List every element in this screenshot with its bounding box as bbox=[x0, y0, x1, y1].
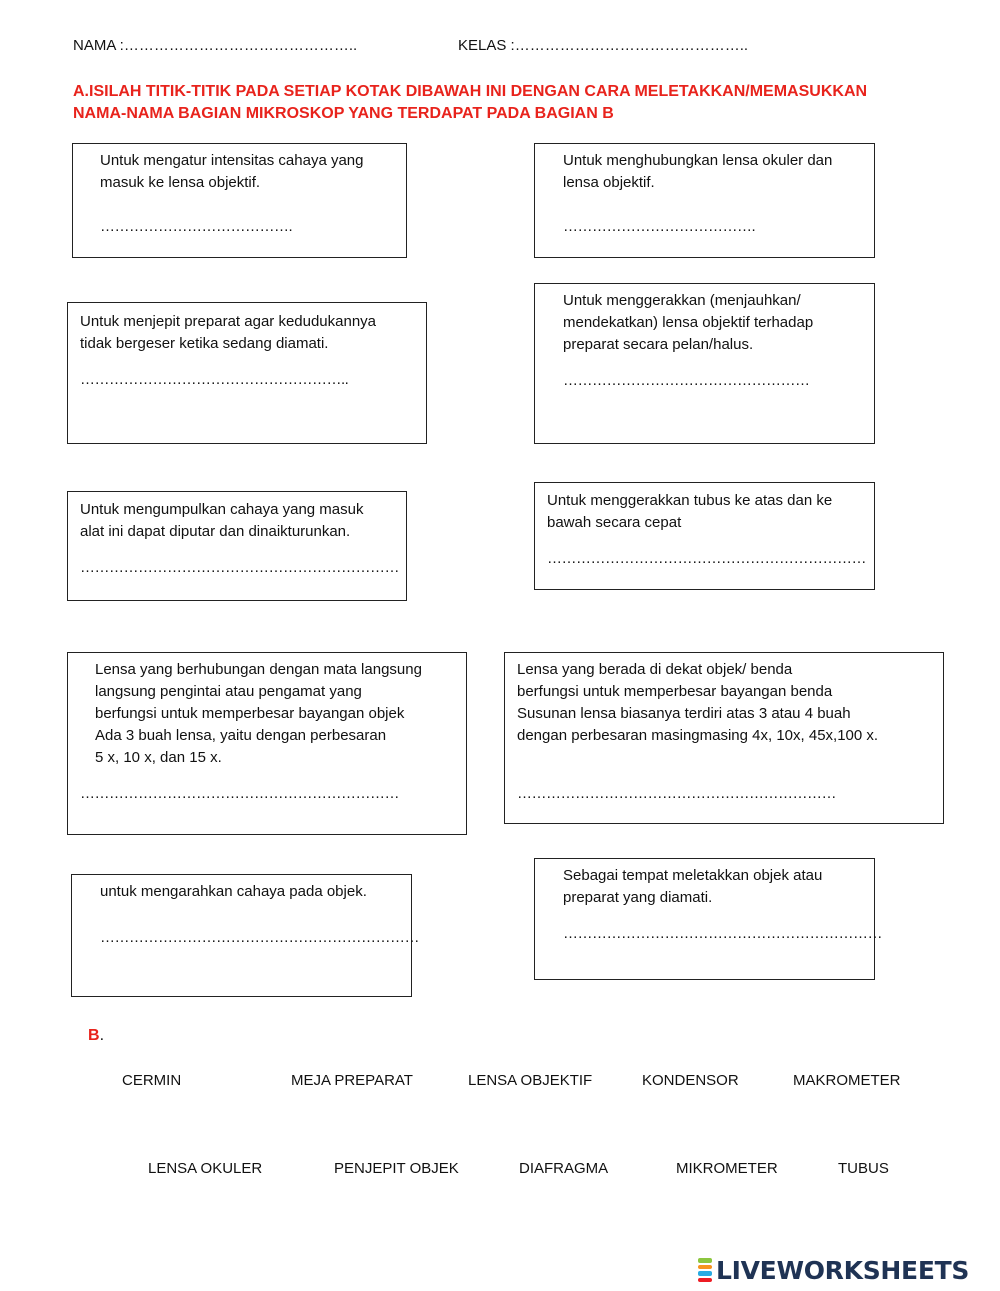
box-text-line: preparat secara pelan/halus. bbox=[563, 336, 754, 353]
answer-blank[interactable]: ………………………………………………………… bbox=[80, 559, 399, 576]
logo-text: LIVEWORKSHEETS bbox=[716, 1255, 970, 1285]
name-field-label: NAMA :……………………………………….. bbox=[73, 37, 358, 54]
box-text-line: Untuk menggerakkan tubus ke atas dan ke bbox=[547, 492, 833, 509]
box-text-line: alat ini dapat diputar dan dinaikturunkan. bbox=[80, 523, 351, 540]
box-text-line: dengan perbesaran masingmasing 4x, 10x, 45x,100 x. bbox=[517, 727, 879, 744]
option-kondensor[interactable]: KONDENSOR bbox=[642, 1072, 739, 1089]
question-box-5 bbox=[67, 491, 407, 601]
option-mikrometer[interactable]: MIKROMETER bbox=[676, 1160, 778, 1177]
box-text-line: Untuk mengumpulkan cahaya yang masuk bbox=[80, 501, 364, 518]
box-text-line: masuk ke lensa objektif. bbox=[100, 174, 261, 191]
question-box-9 bbox=[71, 874, 419, 997]
question-box-2 bbox=[534, 143, 875, 258]
instruction-line-1: A.ISILAH TITIK-TITIK PADA SETIAP KOTAK DIBAWAH INI DENGAN CARA MELETAKKAN/MEMASUKKAN bbox=[73, 83, 868, 100]
section-b-label bbox=[88, 1027, 104, 1045]
option-meja-preparat[interactable]: MEJA PREPARAT bbox=[291, 1072, 413, 1089]
box-text-line: Lensa yang berhubungan dengan mata langsung bbox=[95, 661, 422, 678]
answer-blank[interactable]: ………………………………………………………… bbox=[517, 785, 836, 802]
box-text-line: preparat yang diamati. bbox=[563, 889, 713, 906]
option-lensa-okuler[interactable]: LENSA OKULER bbox=[148, 1160, 263, 1177]
box-text-line: berfungsi untuk memperbesar bayangan objek bbox=[95, 705, 405, 722]
option-tubus[interactable]: TUBUS bbox=[838, 1160, 889, 1177]
option-makrometer[interactable]: MAKROMETER bbox=[793, 1072, 901, 1089]
answer-blank[interactable]: ……………………………………………….. bbox=[80, 371, 349, 388]
question-box-4 bbox=[534, 283, 875, 444]
answer-blank[interactable]: ………………………………………………………… bbox=[547, 550, 866, 567]
liveworksheets-logo bbox=[698, 1255, 969, 1285]
question-box-6 bbox=[534, 482, 875, 590]
box-text-line: mendekatkan) lensa objektif terhadap bbox=[563, 314, 814, 331]
logo-mark-icon bbox=[698, 1257, 712, 1283]
box-text-line: 5 x, 10 x, dan 15 x. bbox=[95, 749, 222, 766]
section-b-dot: . bbox=[99, 1027, 105, 1044]
box-text-line: tidak bergeser ketika sedang diamati. bbox=[80, 335, 329, 352]
instruction-text bbox=[73, 81, 953, 125]
box-text-line: Untuk menghubungkan lensa okuler dan bbox=[563, 152, 833, 169]
box-text-line: untuk mengarahkan cahaya pada objek. bbox=[100, 883, 367, 900]
box-text-line: Untuk menggerakkan (menjauhkan/ bbox=[563, 292, 801, 309]
box-text-line: berfungsi untuk memperbesar bayangan benda bbox=[517, 683, 833, 700]
box-text-line: lensa objektif. bbox=[563, 174, 655, 191]
answer-blank[interactable]: …………………………………. bbox=[100, 218, 293, 235]
box-text-line: Susunan lensa biasanya terdiri atas 3 atau 4 buah bbox=[517, 705, 851, 722]
box-text-line: Untuk mengatur intensitas cahaya yang bbox=[100, 152, 364, 169]
answer-blank[interactable]: …………………………………. bbox=[563, 218, 756, 235]
question-box-3 bbox=[67, 302, 427, 444]
box-text-line: bawah secara cepat bbox=[547, 514, 682, 531]
option-penjepit-objek[interactable]: PENJEPIT OBJEK bbox=[334, 1160, 459, 1177]
section-b-letter: B bbox=[88, 1027, 100, 1044]
box-text-line: Untuk menjepit preparat agar kedudukannya bbox=[80, 313, 377, 330]
answer-blank[interactable]: ………………………………………………………… bbox=[80, 785, 399, 802]
answer-blank[interactable]: ………………………………………………………… bbox=[563, 925, 882, 942]
question-box-8 bbox=[504, 652, 944, 824]
instruction-line-2: NAMA-NAMA BAGIAN MIKROSKOP YANG TERDAPAT PADA BAGIAN B bbox=[73, 105, 614, 122]
question-box-10 bbox=[534, 858, 882, 980]
option-cermin[interactable]: CERMIN bbox=[122, 1072, 182, 1089]
question-box-1 bbox=[72, 143, 407, 258]
box-text-line: langsung pengintai atau pengamat yang bbox=[95, 683, 362, 700]
box-text-line: Ada 3 buah lensa, yaitu dengan perbesaran bbox=[95, 727, 387, 744]
question-box-7 bbox=[67, 652, 467, 835]
box-text-line: Sebagai tempat meletakkan objek atau bbox=[563, 867, 823, 884]
answer-blank[interactable]: …………………………………………… bbox=[563, 372, 810, 389]
option-diafragma[interactable]: DIAFRAGMA bbox=[519, 1160, 609, 1177]
answer-blank[interactable]: ………………………………………………………… bbox=[100, 929, 419, 946]
class-field-label: KELAS :……………………………………….. bbox=[458, 37, 749, 54]
box-text-line: Lensa yang berada di dekat objek/ benda bbox=[517, 661, 793, 678]
option-lensa-objektif[interactable]: LENSA OBJEKTIF bbox=[468, 1072, 593, 1089]
